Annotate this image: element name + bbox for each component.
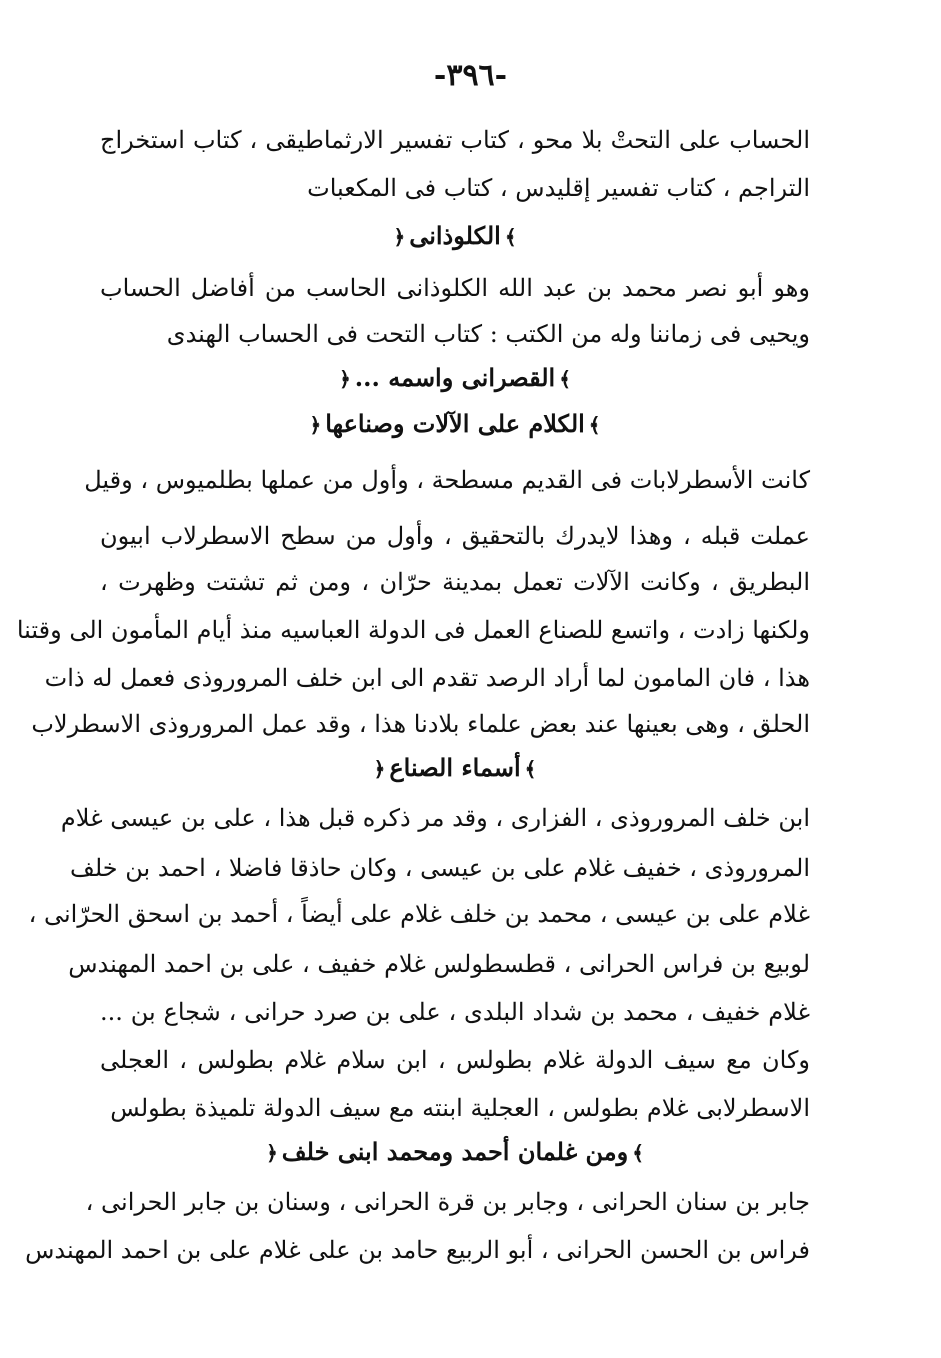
section-heading-text: الكلام على الآلات وصناعها [325, 409, 585, 438]
ornament-right-icon: ﴾ [524, 757, 537, 781]
text-line-6: عملت قبله ، وهذا لايدرك بالتحقيق ، وأول من سطح الاسطرلاب ابيون [100, 522, 810, 550]
ornament-left-icon: ﴿ [373, 757, 386, 781]
text-line-15: غلام خفيف ، محمد بن شداد البلدى ، على بن صرد حرانى ، شجاع بن ... [100, 998, 810, 1026]
ornament-left-icon: ﴿ [266, 1141, 278, 1165]
text-line-17: الاسطرلابى غلام بطولس ، العجلية ابنته مع سيف الدولة تلميذة بطولس [110, 1094, 810, 1122]
page-number: -٣٩٦- [433, 58, 508, 93]
text-line-4: ويحيى فى زماننا وله من الكتب : كتاب التحت فى الحساب الهندى [166, 320, 810, 348]
text-line-3: وهو أبو نصر محمد بن عبد الله الكلوذانى الحاسب من أفاضل الحساب [100, 274, 811, 302]
ornament-left-icon: ﴿ [393, 225, 406, 249]
section-heading-text: أسماء الصناع [389, 753, 521, 782]
text-line-14: لوبيع بن فراس الحرانى ، قطسطولس غلام خفيف ، على بن احمد المهندس [68, 950, 810, 978]
section-heading-qasrani [100, 356, 810, 402]
text-line-7: البطريق ، وكانت الآلات تعمل بمدينة حرّان ، ومن ثم تشتت وظهرت ، [100, 568, 810, 596]
ornament-right-icon: ﴾ [559, 367, 571, 391]
text-line-16: وكان مع سيف الدولة غلام بطولس ، ابن سلام غلام بطولس ، العجلى [100, 1046, 810, 1074]
text-line-2: التراجم ، كتاب تفسير إقليدس ، كتاب فى المكعبات [307, 174, 810, 202]
section-heading-kalwadhani [100, 214, 810, 260]
section-heading-text: القصرانى واسمه ... [354, 363, 556, 392]
ornament-left-icon: ﴿ [309, 413, 322, 437]
text-line-12: المروروذى ، خفيف غلام على بن عيسى ، وكان حاذقا فاضلا ، احمد بن خلف [70, 854, 810, 882]
section-heading-makers [100, 746, 810, 792]
text-line-1: الحساب على التحتْ بلا محو ، كتاب تفسير الارثماطيقى ، كتاب استخراج [100, 126, 810, 154]
text-line-5: كانت الأسطرلابات فى القديم مسطحة ، وأول من عملها بطلميوس ، وقيل [84, 466, 810, 494]
section-heading-text: الكلوذانى [409, 221, 501, 250]
ornament-left-icon: ﴿ [339, 367, 351, 391]
text-line-8: ولكنها زادت ، واتسع للصناع العمل فى الدولة العباسيه منذ أيام المأمون الى وقتنا [16, 616, 810, 644]
text-line-10: الحلق ، وهى بعينها عند بعض علماء بلادنا هذا ، وقد عمل المروروذى الاسطرلاب [31, 710, 810, 738]
text-line-19: فراس بن الحسن الحرانى ، أبو الربيع حامد بن على غلام على بن احمد المهندس [25, 1236, 810, 1264]
ornament-right-icon: ﴾ [632, 1141, 644, 1165]
section-heading-instruments [100, 402, 810, 448]
text-line-9: هذا ، فان المامون لما أراد الرصد تقدم الى ابن خلف المروروذى فعمل له ذات [44, 664, 810, 692]
section-heading-text: ومن غلمان أحمد ومحمد ابنى خلف [281, 1137, 629, 1166]
text-line-18: جابر بن سنان الحرانى ، وجابر بن قرة الحرانى ، وسنان بن جابر الحرانى ، [85, 1188, 810, 1216]
text-line-11: ابن خلف المروروذى ، الفزارى ، وقد مر ذكره قبل هذا ، على بن عيسى غلام [60, 804, 810, 832]
section-heading-apprentices [100, 1130, 810, 1176]
ornament-right-icon: ﴾ [504, 225, 517, 249]
ornament-right-icon: ﴾ [588, 413, 601, 437]
text-line-13: غلام على بن عيسى ، محمد بن خلف غلام على أيضاً ، أحمد بن اسحق الحرّانى ، [28, 900, 810, 928]
